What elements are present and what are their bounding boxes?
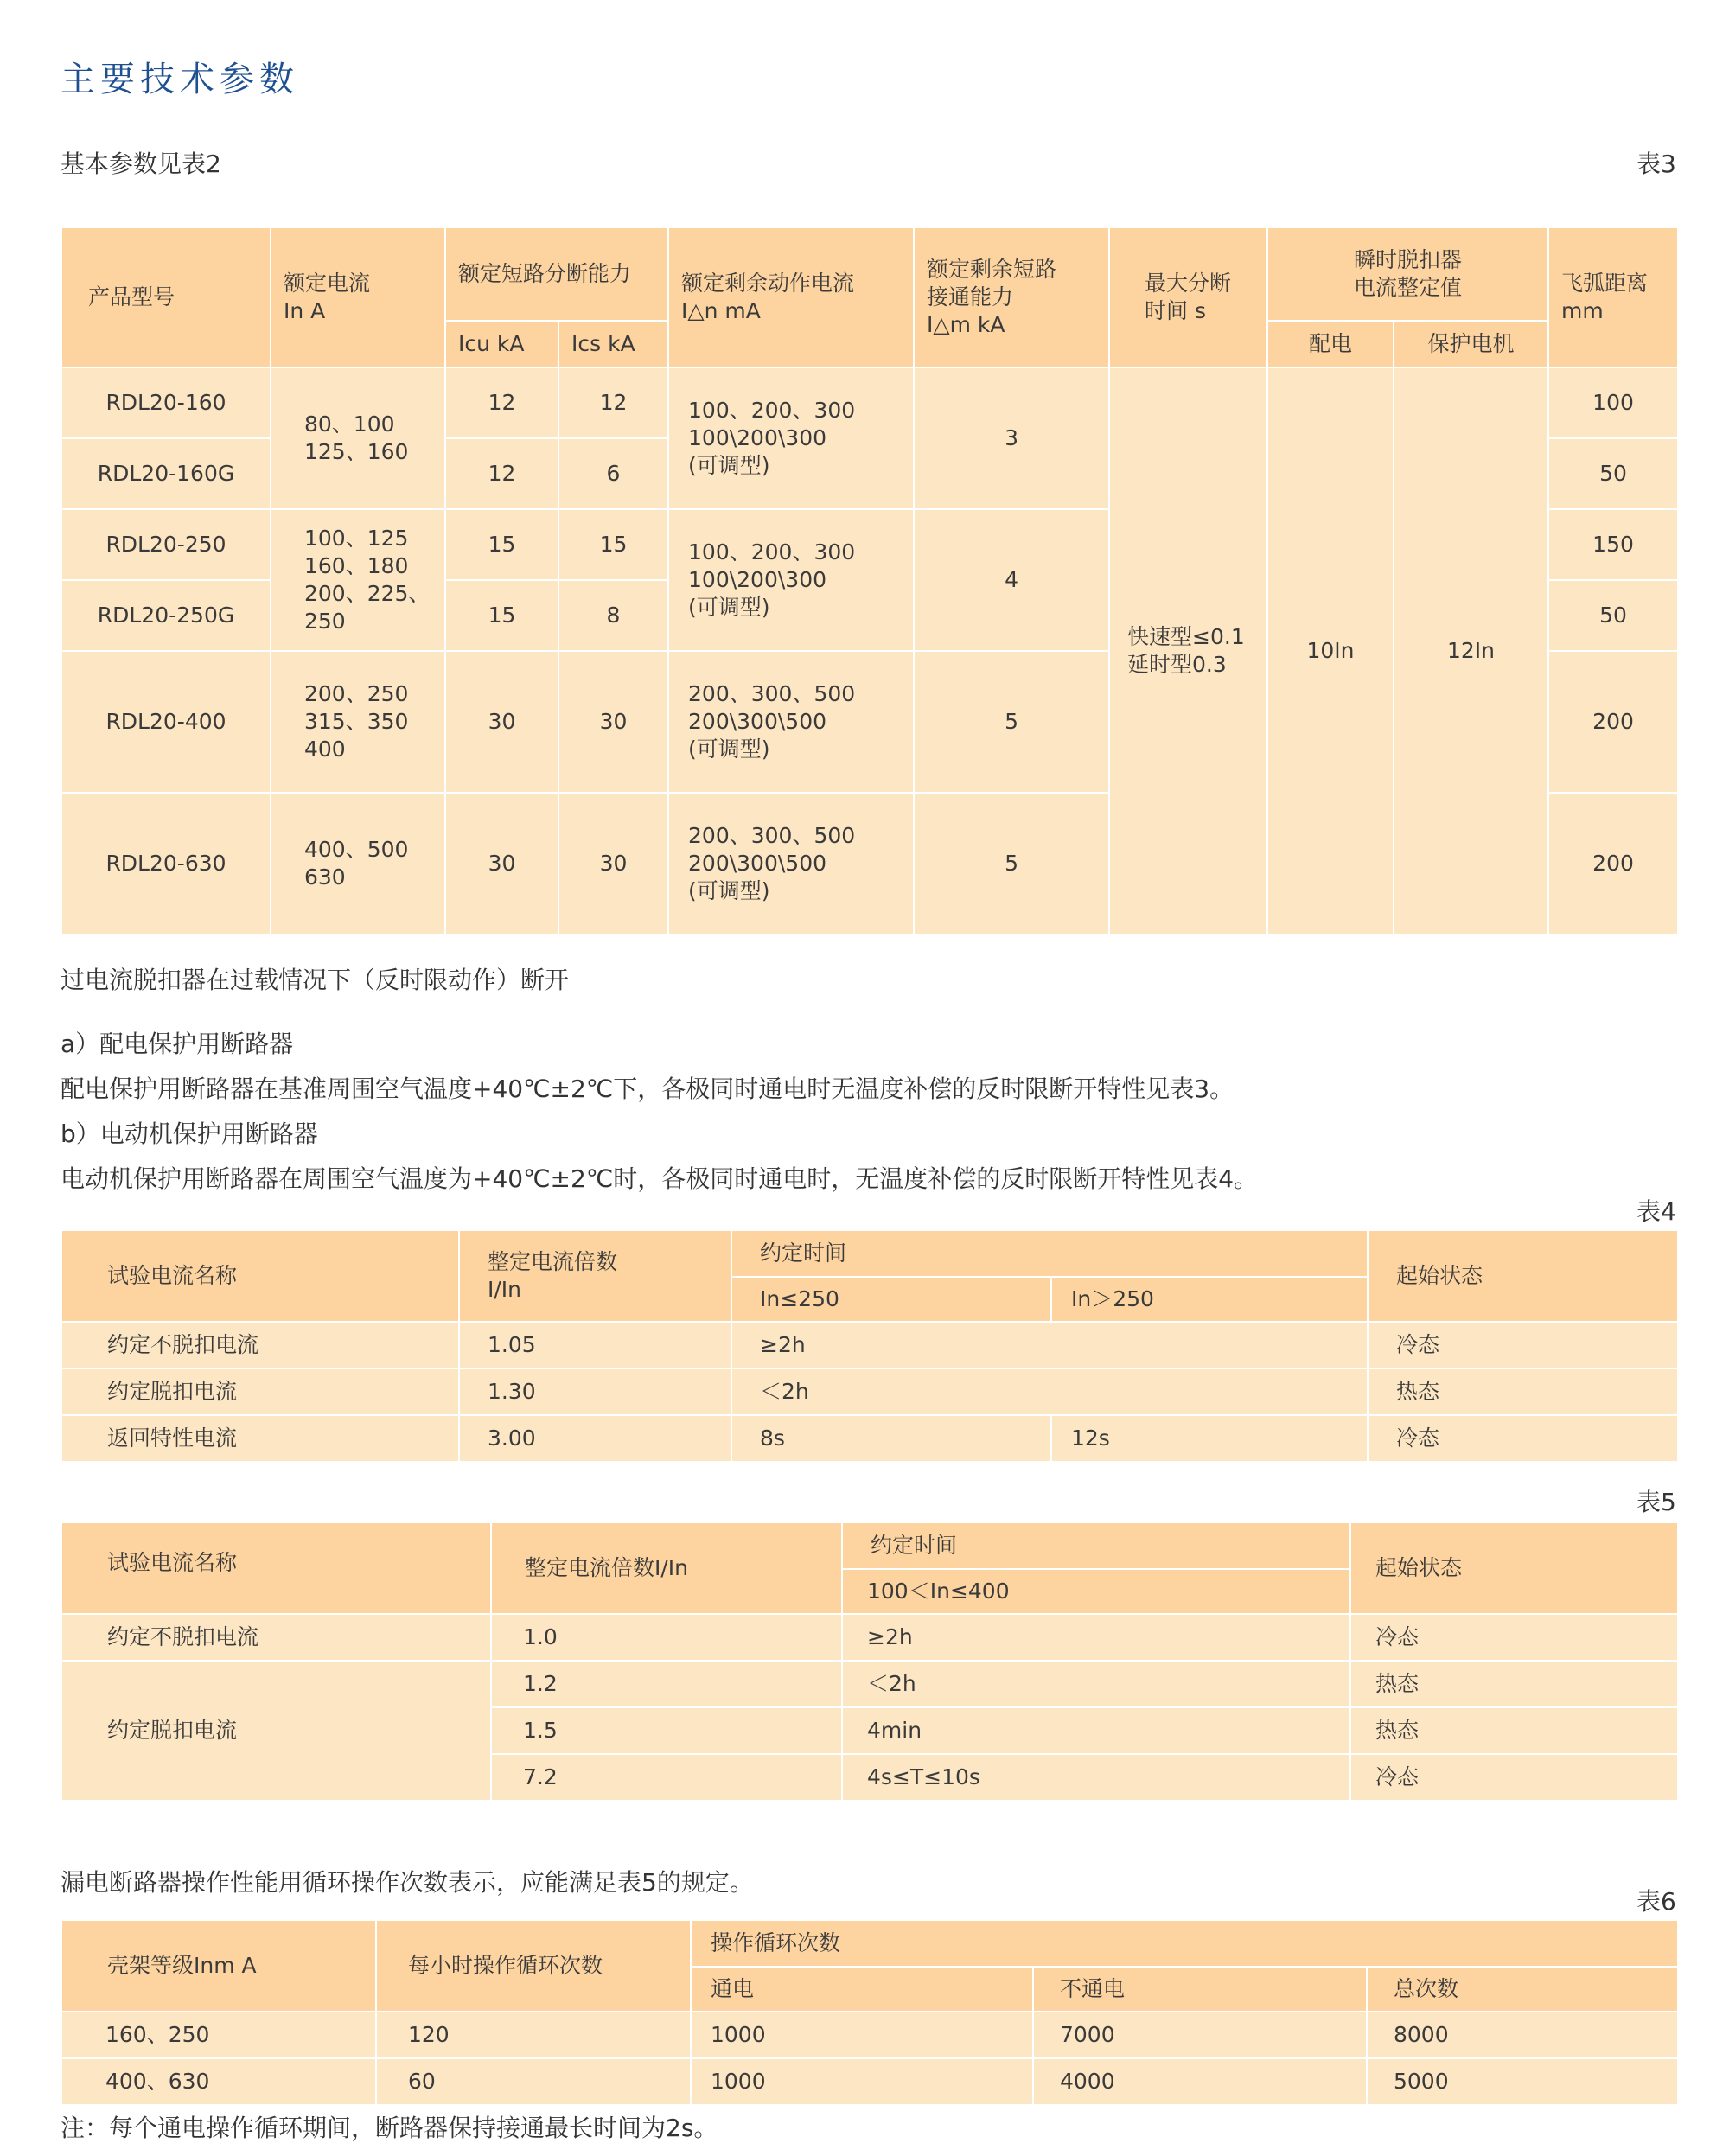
per-hour-cell: 120 bbox=[376, 2012, 691, 2058]
making-capacity-cell: 5 bbox=[914, 651, 1109, 793]
table4-tag: 表4 bbox=[1636, 1197, 1676, 1226]
table-row bbox=[61, 1661, 1678, 1707]
rated-current-cell: 400、500 630 bbox=[271, 793, 445, 934]
model-cell: RDL20-250 bbox=[61, 509, 271, 580]
frame-cell: 400、630 bbox=[61, 2058, 376, 2105]
section-a-heading: a）配电保护用断路器 bbox=[61, 1030, 294, 1058]
time-cell: 4min bbox=[842, 1707, 1350, 1754]
header-instant-release: 瞬时脱扣器 电流整定值 bbox=[1267, 227, 1548, 321]
multiple-cell: 1.5 bbox=[491, 1707, 842, 1754]
footnote: 注：每个通电操作循环期间，断路器保持接通最长时间为2s。 bbox=[61, 2114, 718, 2142]
model-cell: RDL20-400 bbox=[61, 651, 271, 793]
table-row bbox=[61, 1322, 1678, 1368]
total-cell: 8000 bbox=[1367, 2012, 1678, 2058]
table-row bbox=[61, 2012, 1678, 2058]
page-title: 主要技术参数 bbox=[61, 60, 299, 99]
state-cell: 冷态 bbox=[1350, 1614, 1678, 1661]
residual-current-cell: 200、300、500 200\300\500 (可调型) bbox=[668, 793, 914, 934]
header-current-range: 100＜In≤400 bbox=[842, 1569, 1350, 1614]
header-test-current: 试验电流名称 bbox=[61, 1230, 459, 1322]
header-icu: Icu kA bbox=[445, 321, 558, 367]
residual-current-cell: 200、300、500 200\300\500 (可调型) bbox=[668, 651, 914, 793]
header-multiple: 整定电流倍数 I/In bbox=[459, 1230, 731, 1322]
header-multiple: 整定电流倍数I/In bbox=[491, 1522, 842, 1614]
rated-current-cell: 80、100 125、160 bbox=[271, 367, 445, 509]
section-b-text: 电动机保护用断路器在周围空气温度为+40℃±2℃时，各极同时通电时，无温度补偿的反时限断开特性见表4。 bbox=[61, 1164, 1259, 1193]
arc-distance-cell: 50 bbox=[1548, 580, 1678, 651]
multiple-cell: 1.05 bbox=[459, 1322, 731, 1368]
header-arc-distance: 飞弧距离 mm bbox=[1548, 227, 1678, 367]
overcurrent-text: 过电流脱扣器在过载情况下（反时限动作）断开 bbox=[61, 966, 570, 994]
test-name-cell: 约定不脱扣电流 bbox=[61, 1322, 459, 1368]
arc-distance-cell: 100 bbox=[1548, 367, 1678, 438]
header-initial-state: 起始状态 bbox=[1368, 1230, 1678, 1322]
header-cycles-per-hour: 每小时操作循环次数 bbox=[376, 1920, 691, 2012]
header-total: 总次数 bbox=[1367, 1967, 1678, 2012]
arc-distance-cell: 50 bbox=[1548, 438, 1678, 509]
test-name-cell: 约定脱扣电流 bbox=[61, 1661, 491, 1801]
header-rated-current: 额定电流 In A bbox=[271, 227, 445, 367]
table-4 bbox=[61, 1229, 1679, 1463]
total-cell: 5000 bbox=[1367, 2058, 1678, 2105]
icu-cell: 15 bbox=[445, 580, 558, 651]
header-initial-state: 起始状态 bbox=[1350, 1522, 1678, 1614]
model-cell: RDL20-160 bbox=[61, 367, 271, 438]
energized-cell: 1000 bbox=[691, 2012, 1033, 2058]
table5-tag: 表5 bbox=[1636, 1488, 1676, 1516]
residual-current-cell: 100、200、300 100\200\300 (可调型) bbox=[668, 509, 914, 651]
header-operation-cycles: 操作循环次数 bbox=[691, 1920, 1678, 1967]
ics-cell: 6 bbox=[558, 438, 668, 509]
header-frame-rating: 壳架等级Inm A bbox=[61, 1920, 376, 2012]
test-name-cell: 约定不脱扣电流 bbox=[61, 1614, 491, 1661]
time-cell: ≥2h bbox=[842, 1614, 1350, 1661]
arc-distance-cell: 200 bbox=[1548, 793, 1678, 934]
ics-cell: 30 bbox=[558, 651, 668, 793]
icu-cell: 15 bbox=[445, 509, 558, 580]
distribution-setting-cell: 10In bbox=[1267, 367, 1394, 934]
ics-cell: 8 bbox=[558, 580, 668, 651]
state-cell: 冷态 bbox=[1368, 1415, 1678, 1462]
icu-cell: 12 bbox=[445, 367, 558, 438]
header-motor-protection: 保护电机 bbox=[1394, 321, 1548, 367]
icu-cell: 30 bbox=[445, 651, 558, 793]
table-6 bbox=[61, 1919, 1679, 2106]
header-agreed-time: 约定时间 bbox=[731, 1230, 1368, 1277]
section-a-text: 配电保护用断路器在基准周围空气温度+40℃±2℃下，各极同时通电时无温度补偿的反时限断开特性见表3。 bbox=[61, 1075, 1235, 1103]
table-row bbox=[61, 1415, 1678, 1462]
table-row bbox=[61, 1368, 1678, 1415]
header-model: 产品型号 bbox=[61, 227, 271, 367]
time-cell: ＜2h bbox=[731, 1368, 1368, 1415]
time-cell: ≥2h bbox=[731, 1322, 1368, 1368]
multiple-cell: 1.2 bbox=[491, 1661, 842, 1707]
table-3 bbox=[61, 226, 1679, 935]
header-in-gt-250: In＞250 bbox=[1051, 1277, 1368, 1322]
header-de-energized: 不通电 bbox=[1033, 1967, 1367, 2012]
header-break-time: 最大分断 时间 s bbox=[1109, 227, 1267, 367]
motor-setting-cell: 12In bbox=[1394, 367, 1548, 934]
break-time-cell: 快速型≤0.1 延时型0.3 bbox=[1109, 367, 1267, 934]
making-capacity-cell: 4 bbox=[914, 509, 1109, 651]
making-capacity-cell: 3 bbox=[914, 367, 1109, 509]
ics-cell: 12 bbox=[558, 367, 668, 438]
table3-tag: 表3 bbox=[1636, 150, 1676, 178]
multiple-cell: 1.0 bbox=[491, 1614, 842, 1661]
header-residual-current: 额定剩余动作电流 I△n mA bbox=[668, 227, 914, 367]
header-breaking-capacity: 额定短路分断能力 bbox=[445, 227, 668, 321]
header-agreed-time: 约定时间 bbox=[842, 1522, 1350, 1569]
table-row bbox=[61, 1614, 1678, 1661]
state-cell: 冷态 bbox=[1350, 1754, 1678, 1801]
section-b-heading: b）电动机保护用断路器 bbox=[61, 1119, 318, 1148]
energized-cell: 1000 bbox=[691, 2058, 1033, 2105]
table-5 bbox=[61, 1521, 1679, 1802]
icu-cell: 30 bbox=[445, 793, 558, 934]
state-cell: 热态 bbox=[1350, 1707, 1678, 1754]
multiple-cell: 3.00 bbox=[459, 1415, 731, 1462]
de-energized-cell: 7000 bbox=[1033, 2012, 1367, 2058]
icu-cell: 12 bbox=[445, 438, 558, 509]
model-cell: RDL20-160G bbox=[61, 438, 271, 509]
multiple-cell: 7.2 bbox=[491, 1754, 842, 1801]
header-making-capacity: 额定剩余短路 接通能力 I△m kA bbox=[914, 227, 1109, 367]
state-cell: 热态 bbox=[1350, 1661, 1678, 1707]
per-hour-cell: 60 bbox=[376, 2058, 691, 2105]
residual-current-cell: 100、200、300 100\200\300 (可调型) bbox=[668, 367, 914, 509]
header-in-le-250: In≤250 bbox=[731, 1277, 1051, 1322]
rated-current-cell: 100、125 160、180 200、225、 250 bbox=[271, 509, 445, 651]
intro-text: 基本参数见表2 bbox=[61, 150, 221, 178]
model-cell: RDL20-250G bbox=[61, 580, 271, 651]
state-cell: 热态 bbox=[1368, 1368, 1678, 1415]
time-cell: ＜2h bbox=[842, 1661, 1350, 1707]
state-cell: 冷态 bbox=[1368, 1322, 1678, 1368]
multiple-cell: 1.30 bbox=[459, 1368, 731, 1415]
model-cell: RDL20-630 bbox=[61, 793, 271, 934]
ics-cell: 30 bbox=[558, 793, 668, 934]
de-energized-cell: 4000 bbox=[1033, 2058, 1367, 2105]
rated-current-cell: 200、250 315、350 400 bbox=[271, 651, 445, 793]
time-cell: 4s≤T≤10s bbox=[842, 1754, 1350, 1801]
table6-tag: 表6 bbox=[1636, 1887, 1676, 1916]
time-cell: 12s bbox=[1051, 1415, 1368, 1462]
header-ics: Ics kA bbox=[558, 321, 668, 367]
test-name-cell: 返回特性电流 bbox=[61, 1415, 459, 1462]
making-capacity-cell: 5 bbox=[914, 793, 1109, 934]
table-row bbox=[61, 2058, 1678, 2105]
arc-distance-cell: 150 bbox=[1548, 509, 1678, 580]
ics-cell: 15 bbox=[558, 509, 668, 580]
header-energized: 通电 bbox=[691, 1967, 1033, 2012]
arc-distance-cell: 200 bbox=[1548, 651, 1678, 793]
operation-text: 漏电断路器操作性能用循环操作次数表示，应能满足表5的规定。 bbox=[61, 1868, 754, 1897]
test-name-cell: 约定脱扣电流 bbox=[61, 1368, 459, 1415]
time-cell: 8s bbox=[731, 1415, 1051, 1462]
header-distribution: 配电 bbox=[1267, 321, 1394, 367]
frame-cell: 160、250 bbox=[61, 2012, 376, 2058]
header-test-current: 试验电流名称 bbox=[61, 1522, 491, 1614]
